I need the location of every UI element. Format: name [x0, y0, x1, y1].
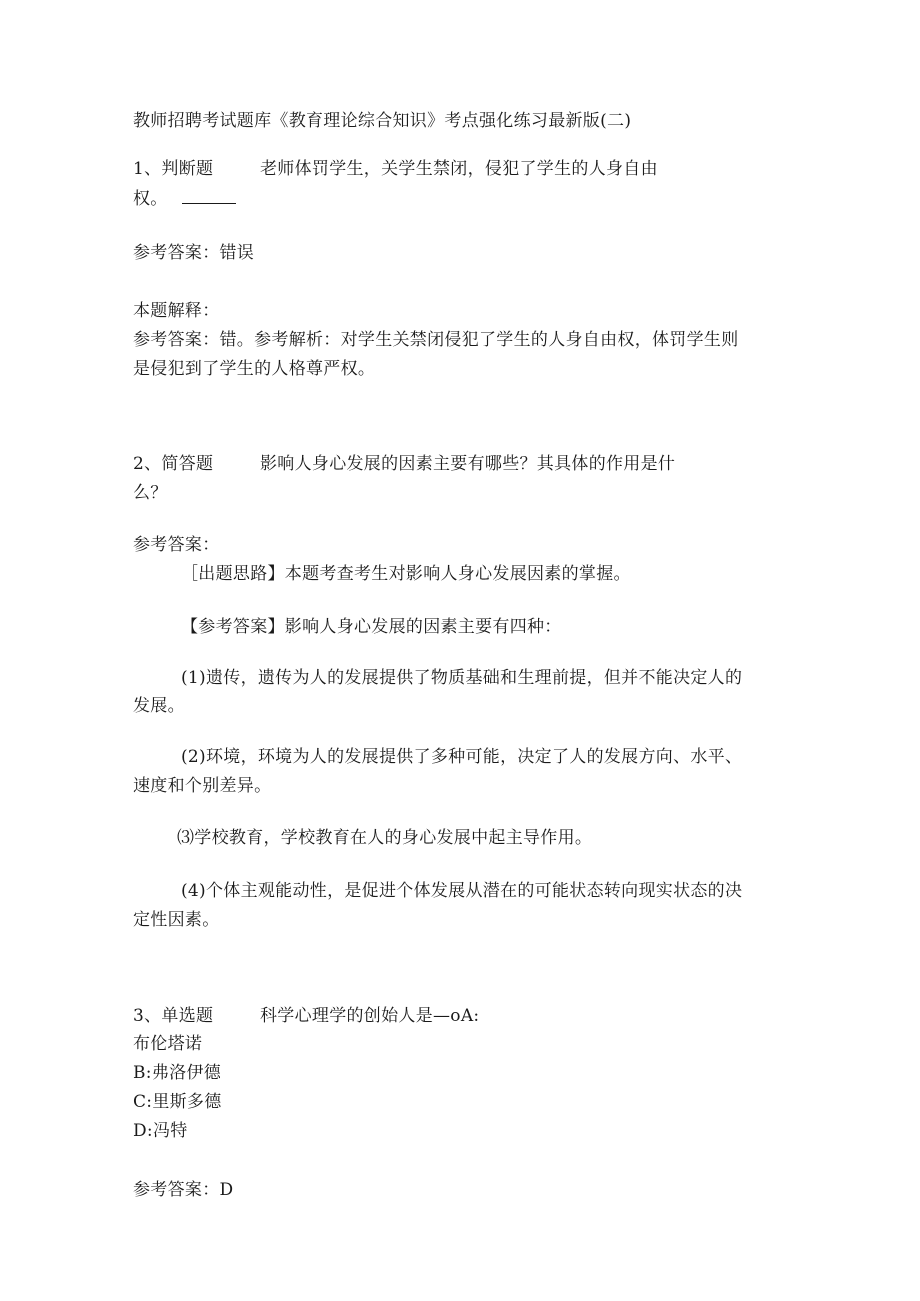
q2-number-type: 2、简答题: [133, 454, 214, 474]
q1-stem-line2: [133, 187, 236, 211]
q2-stem-line2: 么？: [133, 483, 168, 503]
q3-answer: 参考答案：D: [133, 1180, 234, 1200]
q1-number-type: 1、判断题: [133, 159, 214, 179]
q1-explain-label: 本题解释：: [133, 301, 220, 321]
q2-point4-line1: (4)个体主观能动性，是促进个体发展从潜在的可能状态转向现实状态的决: [181, 881, 743, 901]
q2-point2-line1: (2)环境，环境为人的发展提供了多种可能，决定了人的发展方向、水平、: [181, 747, 743, 767]
q2-ref: 【参考答案】影响人身心发展的因素主要有四种：: [181, 617, 562, 637]
q3-option-a: 布伦塔诺: [133, 1034, 203, 1054]
q3-stem: 科学心理学的创始人是—oA:: [260, 1006, 480, 1026]
q3-number-type: 3、单选题: [133, 1006, 214, 1026]
page-title: 教师招聘考试题库《教育理论综合知识》考点强化练习最新版(二): [133, 111, 632, 131]
q3-option-b: B:弗洛伊德: [133, 1063, 222, 1083]
q2-point1-line1: (1)遗传，遗传为人的发展提供了物质基础和生理前提，但并不能决定人的: [181, 668, 743, 688]
q1-answer-blank: [182, 189, 236, 204]
q2-stem-line1: 影响人身心发展的因素主要有哪些？其具体的作用是什: [260, 454, 676, 474]
q2-point3: ⑶学校教育，学校教育在人的身心发展中起主导作用。: [177, 828, 593, 848]
q1-explain-line1: 参考答案：错。参考解析：对学生关禁闭侵犯了学生的人身自由权，体罚学生则: [133, 330, 739, 350]
q2-point1-line2: 发展。: [133, 696, 185, 716]
q2-point2-line2: 速度和个别差异。: [133, 776, 272, 796]
q3-option-d: D:冯特: [133, 1121, 188, 1141]
q1-stem-line1: 老师体罚学生，关学生禁闭，侵犯了学生的人身自由: [260, 159, 658, 179]
q1-stem-line2-text: 权。: [133, 189, 168, 209]
q2-idea: ［出题思路】本题考查考生对影响人身心发展因素的掌握。: [181, 564, 631, 584]
q2-point4-line2: 定性因素。: [133, 910, 220, 930]
q2-answer-label: 参考答案：: [133, 535, 220, 555]
q1-answer: 参考答案：错误: [133, 243, 255, 263]
q1-explain-line2: 是侵犯到了学生的人格尊严权。: [133, 359, 376, 379]
q3-option-c: C:里斯多德: [133, 1092, 222, 1112]
